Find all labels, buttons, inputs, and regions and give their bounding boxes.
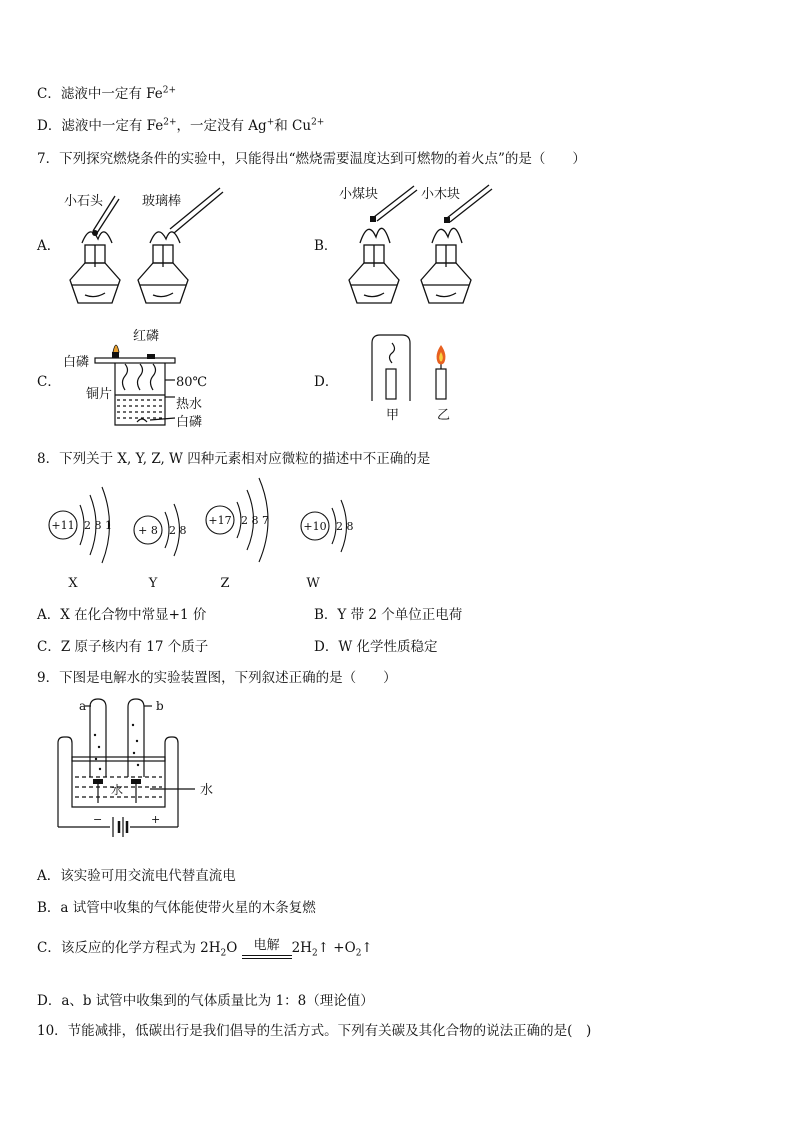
q8-option-d: D．W 化学性质稳定	[314, 639, 438, 655]
q7-d-letter: D．	[314, 374, 339, 390]
q7-a-alcohol-lamps	[60, 183, 230, 308]
q7-c-white-p-top-label: 白磷	[63, 355, 90, 370]
tube-b-label: b	[156, 699, 164, 713]
atom-w-shells: 2 8	[336, 520, 354, 533]
q7-d-candles	[370, 333, 470, 403]
q9-option-c: C．该反应的化学方程式为 $2H_2O$ 电解 $2H_2↑$ $+O_2↑$	[37, 937, 373, 959]
atom-y-nucleus: + 8	[138, 524, 158, 537]
q6-option-c: C．滤液中一定有 $Fe^{2+}$	[37, 85, 177, 102]
q6-option-d: D．滤液中一定有 $Fe^{2+}$，一定没有 Ag+和 $Cu^{2+}$	[37, 117, 325, 134]
q7-c-temp-label: 80℃	[176, 375, 208, 390]
q9-option-a: A．该实验可用交流电代替直流电	[37, 868, 236, 884]
q8-option-c: C．Z 原子核内有 17 个质子	[37, 639, 209, 655]
q7-b-left-label: 小煤块	[339, 187, 379, 202]
q7-b-alcohol-lamps	[344, 183, 514, 308]
q7-c-copper-label: 铜片	[86, 387, 113, 402]
atom-y-shells: 2 8	[169, 524, 187, 537]
q7-c-hot-water-label: 热水	[176, 397, 203, 412]
minus-terminal: −	[93, 813, 103, 826]
tube-a-label: a	[79, 699, 87, 713]
q7-a-left-label: 小石头	[64, 194, 104, 209]
q7-d-yi-label: 乙	[437, 408, 451, 423]
water-label: 水	[200, 783, 214, 798]
q9-electrolysis-apparatus	[55, 695, 230, 845]
q7-c-red-p-label: 红磷	[133, 329, 160, 344]
reaction-arrow: 电解	[242, 948, 292, 959]
q8-stem: 8．下列关于 X, Y, Z, W 四种元素相对应微粒的描述中不正确的是	[37, 451, 431, 467]
q7-d-jia-label: 甲	[386, 408, 400, 423]
atom-w-nucleus: +10	[303, 520, 327, 533]
atom-z-shells: 2 8 7	[241, 514, 269, 527]
q7-c-letter: C．	[37, 374, 61, 390]
plus-terminal: +	[151, 813, 161, 826]
atom-z-label: Z	[220, 576, 230, 591]
q7-stem: 7．下列探究燃烧条件的实验中，只能得出“燃烧需要温度达到可燃物的着火点”的是（ ）	[37, 151, 586, 167]
atom-w-label: W	[306, 576, 320, 591]
q9-option-d: D．a、b 试管中收集到的气体质量比为 1：8（理论值）	[37, 993, 374, 1009]
atom-x-shells: 2 8 1	[84, 519, 112, 532]
q9-stem: 9．下图是电解水的实验装置图，下列叙述正确的是（ ）	[37, 670, 397, 686]
q10-stem: 10．节能减排，低碳出行是我们倡导的生活方式。下列有关碳及其化合物的说法正确的是( )	[37, 1023, 592, 1039]
atom-x-label: X	[68, 576, 78, 591]
q7-b-right-label: 小木块	[421, 187, 461, 202]
q8-atom-diagrams	[40, 472, 370, 592]
q7-b-letter: B．	[314, 238, 338, 254]
atom-y-label: Y	[148, 576, 158, 591]
q8-option-a: A．X 在化合物中常显+1 价	[37, 607, 207, 623]
q7-a-right-label: 玻璃棒	[142, 194, 182, 209]
q7-a-letter: A．	[37, 238, 61, 254]
q7-c-beaker-diagram	[95, 340, 185, 430]
atom-x-nucleus: +11	[51, 519, 75, 532]
water-inside-label: 水	[111, 783, 124, 797]
q8-option-b: B．Y 带 2 个单位正电荷	[314, 607, 463, 623]
atom-z-nucleus: +17	[208, 514, 232, 527]
q9-option-b: B．a 试管中收集的气体能使带火星的木条复燃	[37, 900, 316, 916]
q7-c-white-p-bottom-label: 白磷	[176, 415, 203, 430]
